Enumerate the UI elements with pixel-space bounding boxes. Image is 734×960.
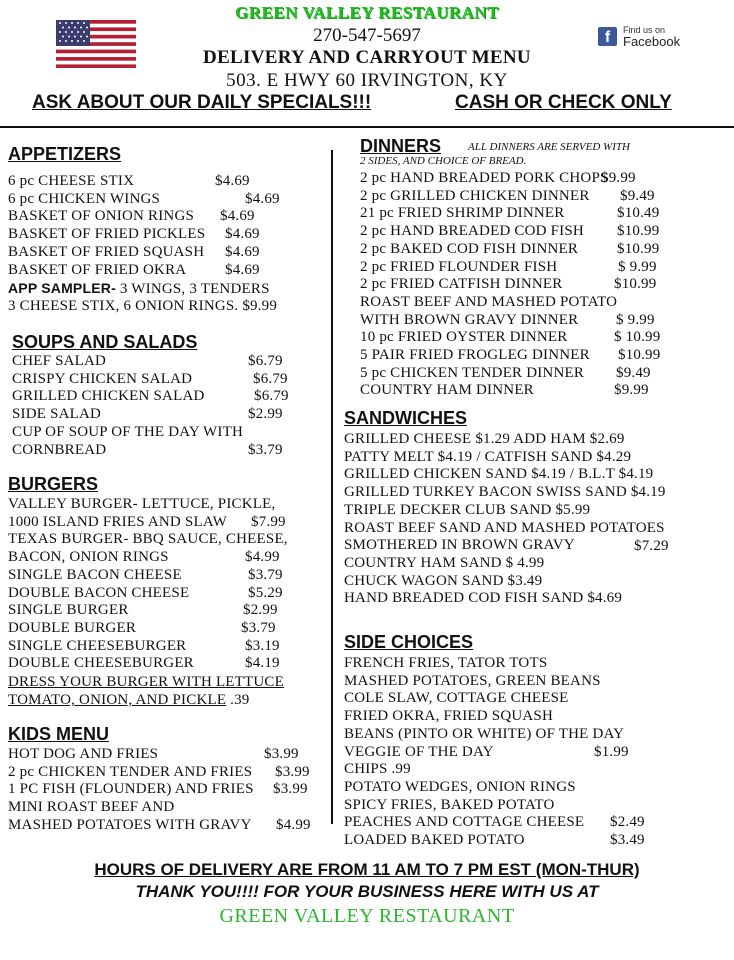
kids-item-price: $3.99	[275, 763, 310, 780]
side-item-name: MASHED POTATOES, GREEN BEANS	[344, 672, 601, 689]
dinner-item-price: $10.99	[618, 347, 661, 363]
dinner-item-name: ROAST BEEF AND MASHED POTATO	[360, 293, 618, 310]
dinner-item-name: 2 pc FRIED CATFISH DINNER	[360, 276, 563, 293]
kids-item	[8, 764, 252, 782]
burger-item-name: TEXAS BURGER- BBQ SAUCE, CHEESE,	[8, 531, 288, 548]
side-item-name: COLE SLAW, COTTAGE CHEESE	[344, 690, 569, 707]
soup-item	[12, 406, 101, 424]
dinner-item-name: 2 pc HAND BREADED PORK CHOPS	[360, 170, 609, 186]
dinner-item-name: COUNTRY HAM DINNER	[360, 382, 534, 399]
burgers-heading: BURGERS	[8, 474, 99, 494]
kids-heading: KIDS MENU	[8, 724, 110, 744]
burger-item-price: $3.19	[245, 637, 280, 654]
header-divider	[0, 126, 734, 128]
side-item-name: VEGGIE OF THE DAY	[344, 743, 494, 760]
app-sampler-label: APP SAMPLER-	[8, 280, 116, 296]
sandwich-item: SMOTHERED IN BROWN GRAVY	[344, 537, 575, 554]
payment-note: CASH OR CHECK ONLY	[455, 92, 672, 113]
burger-item	[8, 638, 186, 656]
dinner-item-price: $ 9.99	[616, 311, 655, 328]
dinner-item-name: WITH BROWN GRAVY DINNER	[360, 311, 579, 328]
restaurant-name: GREEN VALLEY RESTAURANT	[234, 3, 500, 22]
sandwich-item: GRILLED CHICKEN SAND $4.19 / B.L.T $4.19	[344, 466, 654, 483]
facebook-icon: f	[598, 27, 617, 46]
burger-item-name: DOUBLE BURGER	[8, 619, 137, 636]
side-item-name: CHIPS .99	[344, 761, 411, 778]
side-item-name: LOADED BAKED POTATO	[344, 832, 525, 848]
side-item	[344, 744, 494, 762]
burger-item-name: VALLEY BURGER- LETTUCE, PICKLE,	[8, 496, 276, 512]
app-sampler	[8, 280, 270, 299]
side-item	[344, 726, 624, 744]
dinner-item	[360, 347, 590, 365]
footer-restaurant-name: GREEN VALLEY RESTAURANT	[219, 905, 515, 927]
soup-item-price: $6.79	[248, 353, 283, 369]
side-item-name: BEANS (PINTO OR WHITE) OF THE DAY	[344, 725, 625, 742]
appetizer-item-price: $4.69	[225, 226, 260, 243]
soup-item	[12, 442, 106, 460]
dinner-item-price: $9.49	[620, 187, 655, 204]
kids-item	[8, 746, 158, 764]
burger-item-price: $3.79	[248, 566, 283, 583]
burger-item	[8, 620, 136, 638]
app-sampler-line2: 3 CHEESE STIX, 6 ONION RINGS. $9.99	[8, 298, 278, 314]
side-item	[344, 761, 411, 779]
burger-item-price: $4.19	[245, 655, 280, 672]
dinner-item	[360, 329, 568, 347]
soup-item	[12, 388, 205, 406]
delivery-hours: HOURS OF DELIVERY ARE FROM 11 AM TO 7 PM EST (MON-THUR)	[94, 860, 640, 879]
appetizer-item-price: $4.69	[215, 173, 250, 189]
appetizer-item-price: $4.69	[220, 208, 255, 225]
sandwich-item: ROAST BEEF SAND AND MASHED POTATOES	[344, 519, 665, 536]
sandwich-item: TRIPLE DECKER CLUB SAND $5.99	[344, 501, 591, 518]
appetizer-item-price: $4.69	[225, 261, 260, 278]
dinner-item-price: $10.99	[617, 240, 660, 257]
soup-item-name: GRILLED CHICKEN SALAD	[12, 388, 205, 405]
appetizer-item-name: BASKET OF FRIED SQUASH	[8, 243, 205, 260]
daily-specials: ASK ABOUT OUR DAILY SPECIALS!!!	[32, 92, 372, 113]
appetizer-item-name: 6 pc CHEESE STIX	[8, 173, 135, 189]
dinner-item-name: 5 pc CHICKEN TENDER DINNER	[360, 364, 585, 381]
side-item-price: $1.99	[594, 743, 629, 760]
dinner-item-price: $9.99	[614, 382, 649, 399]
burger-item	[8, 531, 288, 549]
dinner-item-price: $9.49	[616, 364, 651, 381]
burger-item-price: $5.29	[248, 584, 283, 601]
dinner-item-name: 10 pc FRIED OYSTER DINNER	[360, 329, 568, 346]
kids-item-name: MASHED POTATOES WITH GRAVY	[8, 816, 252, 833]
appetizer-item-price: $4.69	[245, 190, 280, 207]
soup-item	[12, 424, 243, 442]
soup-item-price: $6.79	[253, 370, 288, 387]
burger-item	[8, 602, 129, 620]
burger-item-name: DOUBLE CHEESEBURGER	[8, 655, 194, 672]
side-item-name: PEACHES AND COTTAGE CHEESE	[344, 814, 585, 831]
kids-item-name: 1 PC FISH (FLOUNDER) AND FRIES	[8, 781, 254, 798]
dinner-item	[360, 294, 617, 312]
burger-item-name: BACON, ONION RINGS	[8, 549, 169, 566]
dinner-item-name: 2 pc GRILLED CHICKEN DINNER	[360, 187, 590, 204]
sandwich-item: CHUCK WAGON SAND $3.49	[344, 572, 543, 589]
appetizer-item	[8, 173, 134, 191]
side-item-price: $3.49	[610, 832, 645, 848]
soup-item-price: $2.99	[248, 406, 283, 423]
burger-item-name: DOUBLE BACON CHEESE	[8, 584, 190, 601]
soup-item-name: CRISPY CHICKEN SALAD	[12, 370, 193, 387]
dinner-item-name: 2 pc BAKED COD FISH DINNER	[360, 240, 579, 257]
dress-price: .39	[230, 692, 250, 708]
side-item	[344, 832, 525, 850]
burger-item-price: $7.99	[251, 513, 286, 530]
burger-item-name: SINGLE BACON CHEESE	[8, 566, 182, 583]
facebook-badge[interactable]	[598, 24, 680, 48]
thank-you: THANK YOU!!!! FOR YOUR BUSINESS HERE WITH US AT	[135, 882, 599, 901]
dinner-item	[360, 223, 584, 241]
burger-item	[8, 514, 227, 532]
kids-item-price: $3.99	[273, 781, 308, 798]
kids-item	[8, 817, 252, 835]
appetizer-item	[8, 226, 205, 244]
side-item-name: FRIED OKRA, FRIED SQUASH	[344, 708, 553, 725]
dinner-item-price: $9.99	[601, 170, 636, 186]
dinner-item-name: 2 pc FRIED FLOUNDER FISH	[360, 258, 558, 275]
dinner-item	[360, 188, 590, 206]
side-item	[344, 673, 601, 691]
dinner-item-price: $10.49	[617, 205, 660, 222]
kids-item	[8, 799, 174, 817]
soup-item-name: CORNBREAD	[12, 441, 107, 458]
dinner-item-price: $10.99	[614, 276, 657, 293]
burger-item-price: $3.79	[241, 619, 276, 636]
facebook-label: Facebook	[623, 34, 681, 49]
dinner-item	[360, 205, 564, 223]
dinner-item-price: $ 10.99	[614, 329, 661, 346]
appetizer-item-name: BASKET OF FRIED PICKLES	[8, 226, 206, 243]
sandwiches-heading: SANDWICHES	[344, 408, 468, 428]
burger-item-name: SINGLE BURGER	[8, 602, 129, 619]
dress-line2	[8, 692, 250, 710]
burger-item-name: 1000 ISLAND FRIES AND SLAW	[8, 513, 228, 530]
side-item	[344, 797, 555, 815]
kids-item-name: HOT DOG AND FRIES	[8, 746, 159, 762]
appetizer-item-name: BASKET OF ONION RINGS	[8, 208, 195, 225]
side-item-price: $2.49	[610, 814, 645, 831]
sides-heading: SIDE CHOICES	[344, 632, 474, 652]
appetizer-item	[8, 262, 186, 280]
dress-line2-text: TOMATO, ONION, AND PICKLE	[8, 692, 227, 708]
burger-item	[8, 496, 275, 514]
burger-item-price: $2.99	[243, 602, 278, 619]
appetizer-item-price: $4.69	[225, 243, 260, 260]
dinner-item	[360, 276, 563, 294]
soup-item	[12, 353, 106, 371]
burger-item	[8, 655, 194, 673]
kids-item-name: MINI ROAST BEEF AND	[8, 799, 175, 816]
side-item	[344, 655, 547, 673]
dinner-item-price: $ 9.99	[618, 258, 657, 275]
burger-item	[8, 585, 189, 603]
dinner-item-name: 2 pc HAND BREADED COD FISH	[360, 223, 584, 240]
side-item	[344, 690, 569, 708]
dinner-item	[360, 312, 578, 330]
kids-item	[8, 781, 254, 799]
sandwich-item: HAND BREADED COD FISH SAND $4.69	[344, 590, 623, 607]
dinners-note-2: 2 SIDES, AND CHOICE OF BREAD.	[360, 155, 527, 167]
appetizer-item	[8, 191, 160, 209]
dress-line1: DRESS YOUR BURGER WITH LETTUCE	[8, 674, 284, 690]
appetizer-item-name: BASKET OF FRIED OKRA	[8, 261, 187, 278]
soup-item-name: CHEF SALAD	[12, 353, 107, 369]
dinner-item-name: 5 PAIR FRIED FROGLEG DINNER	[360, 347, 590, 363]
menu-title: DELIVERY AND CARRYOUT MENU	[203, 47, 531, 68]
appetizer-item	[8, 244, 204, 262]
side-item-name: SPICY FRIES, BAKED POTATO	[344, 796, 555, 813]
kids-item-price: $3.99	[264, 746, 299, 762]
burger-item	[8, 567, 182, 585]
burger-item-price: $4.99	[245, 549, 280, 566]
sandwich-item: COUNTRY HAM SAND $ 4.99	[344, 554, 545, 571]
dinner-item	[360, 259, 557, 277]
dinner-item-price: $10.99	[617, 223, 660, 240]
kids-item-price: $4.99	[276, 816, 311, 833]
phone-number: 270-547-5697	[313, 25, 421, 46]
facebook-small-label: Find us on	[623, 25, 666, 35]
soups-heading: SOUPS AND SALADS	[12, 332, 198, 352]
appetizer-item-name: 6 pc CHICKEN WINGS	[8, 190, 161, 207]
dinner-item	[360, 241, 578, 259]
side-item-name: POTATO WEDGES, ONION RINGS	[344, 778, 576, 795]
app-sampler-items: 3 WINGS, 3 TENDERS	[115, 281, 270, 297]
soup-item	[12, 371, 192, 389]
sandwich-item: GRILLED TURKEY BACON SWISS SAND $4.19	[344, 484, 666, 501]
side-item	[344, 779, 576, 797]
soup-item-price: $6.79	[254, 388, 289, 405]
soup-item-name: CUP OF SOUP OF THE DAY WITH	[12, 423, 243, 440]
sandwich-item: PATTY MELT $4.19 / CATFISH SAND $4.29	[344, 448, 632, 465]
address: 503. E HWY 60 IRVINGTON, KY	[226, 70, 508, 91]
appetizers-heading: APPETIZERS	[8, 144, 122, 164]
dinner-item	[360, 170, 609, 188]
soup-item-price: $3.79	[248, 441, 283, 458]
dinners-note-1: ALL DINNERS ARE SERVED WITH	[468, 141, 630, 153]
side-item	[344, 708, 553, 726]
burger-item-name: SINGLE CHEESEBURGER	[8, 637, 187, 654]
kids-item-name: 2 pc CHICKEN TENDER AND FRIES	[8, 763, 253, 780]
side-item-name: FRENCH FRIES, TATOR TOTS	[344, 655, 548, 671]
burger-item	[8, 549, 169, 567]
column-divider	[331, 150, 333, 824]
soup-item-name: SIDE SALAD	[12, 406, 102, 423]
dinner-item	[360, 382, 534, 400]
dinners-heading: DINNERS	[360, 136, 442, 156]
sandwich-item: GRILLED CHEESE $1.29 ADD HAM $2.69	[344, 431, 625, 447]
dinner-item-name: 21 pc FRIED SHRIMP DINNER	[360, 205, 565, 222]
dinner-item	[360, 365, 584, 383]
side-item	[344, 814, 584, 832]
appetizer-item	[8, 208, 194, 226]
smothered-price: $7.29	[634, 538, 669, 554]
